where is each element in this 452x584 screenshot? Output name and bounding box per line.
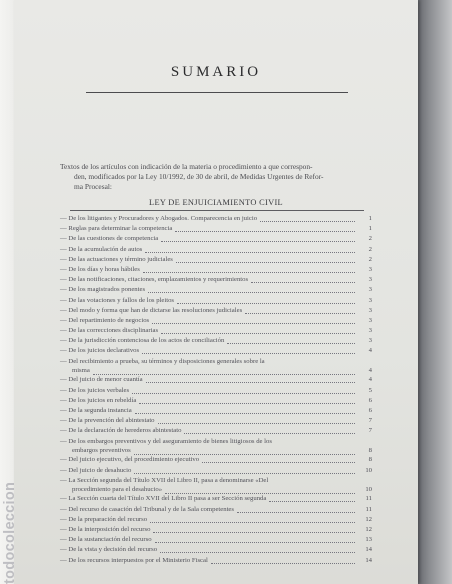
toc-entry-page: 8 (368, 446, 372, 454)
toc-entry-text: — De la acumulación de autos (60, 245, 143, 253)
toc-entry-text: procedimiento para el desahucio» (72, 485, 163, 493)
toc-entry (60, 556, 372, 566)
toc-entry (60, 336, 372, 346)
toc-entry-page: 6 (368, 406, 372, 414)
toc-entry-text: — De los recursos interpuestos por el Ministerio Fiscal (60, 556, 208, 564)
toc-entry-text: — De los juicios en rebeldía (60, 396, 137, 404)
toc-entry-text: misma (72, 366, 90, 374)
toc-entry (60, 245, 372, 255)
toc-entry-text: — De los litigantes y Procuradores y Abogados. Comparecencia en juicio (60, 215, 258, 222)
intro-line: den, modificados por la Ley 10/1992, de 30 de abril, de Medidas Urgentes de Refor- (74, 172, 324, 181)
toc-entry-page: 1 (368, 215, 372, 222)
toc-entry-page: 3 (368, 296, 372, 304)
toc-entry-page: 14 (365, 556, 372, 564)
table-of-contents (60, 214, 372, 566)
toc-entry-text: — De las votaciones y fallos de los pleitos (60, 296, 175, 304)
toc-entry-page: 14 (365, 546, 372, 554)
toc-entry-text: — De la segunda instancia (60, 406, 132, 414)
dot-leader (143, 272, 355, 273)
watermark-text: todocoleccion (2, 481, 18, 584)
dot-leader (148, 292, 355, 293)
toc-entry-page: 7 (368, 427, 372, 435)
toc-entry-page: 4 (368, 376, 372, 384)
toc-entry (60, 396, 372, 406)
photo-background-right (414, 0, 452, 584)
toc-entry (60, 296, 372, 306)
dot-leader (227, 343, 355, 344)
toc-entry (60, 455, 372, 465)
dot-leader (161, 333, 355, 334)
toc-entry-text: — De los juicios declarativos (60, 347, 140, 355)
dot-leader (134, 473, 355, 474)
toc-entry-page: 6 (368, 396, 372, 404)
toc-entry-page: 3 (368, 276, 372, 284)
toc-entry-text: — Del juicio de menor cuantía (60, 376, 143, 384)
toc-entry (60, 535, 372, 545)
toc-entry-text: — De la interposición del recurso (60, 526, 151, 534)
dot-leader (161, 241, 355, 242)
toc-entry (60, 255, 372, 265)
toc-entry-text: — Del modo y forma que han de dictarse las resoluciones judiciales (60, 306, 243, 314)
title-rule (86, 92, 348, 93)
toc-entry-page: 11 (365, 505, 372, 513)
dot-leader (177, 303, 355, 304)
toc-entry (60, 386, 372, 396)
toc-entry-page: 3 (368, 265, 372, 273)
law-title: LEY DE ENJUICIAMIENTO CIVIL (149, 198, 283, 207)
toc-entry-text: — Del recurso de casación del Tribunal y de la Sala competentes (60, 505, 235, 513)
toc-entry-text: — De las cuestiones de competencia (60, 235, 159, 243)
toc-entry (60, 285, 372, 295)
toc-entry-text: — Del juicio ejecutivo, del procedimiento ejecutivo (60, 456, 200, 464)
toc-entry-text: — La Sección segunda del Título XVII del Libro II, pasa a denominarse «Del (60, 476, 269, 484)
dot-leader (135, 413, 355, 414)
toc-entry-page: 11 (365, 495, 372, 503)
toc-entry-text: — De la preparación del recurso (60, 515, 148, 523)
toc-entry (60, 494, 372, 504)
dot-leader (251, 282, 355, 283)
toc-entry (60, 357, 372, 367)
toc-entry (60, 234, 372, 244)
toc-entry (60, 545, 372, 555)
toc-entry-text: — De la prevención del abintestato (60, 417, 155, 425)
dot-leader (155, 542, 355, 543)
dot-leader (150, 522, 355, 523)
toc-entry (60, 505, 372, 515)
toc-entry-page: 10 (365, 485, 372, 493)
toc-entry-page: 2 (368, 245, 372, 253)
toc-entry-text: — De la vista y decisión del recurso (60, 546, 158, 554)
toc-entry (60, 466, 372, 476)
dot-leader (132, 393, 355, 394)
dot-leader (269, 501, 355, 502)
toc-entry (60, 375, 372, 385)
page-title: SUMARIO (170, 64, 262, 80)
intro-line: ma Procesal: (74, 182, 112, 191)
toc-entry (60, 346, 372, 356)
toc-entry (60, 224, 372, 234)
toc-entry (60, 275, 372, 285)
dot-leader (175, 231, 355, 232)
toc-entry-page: 4 (368, 366, 372, 374)
toc-entry-page: 3 (368, 306, 372, 314)
toc-entry (60, 476, 372, 486)
toc-entry-page: 5 (368, 386, 372, 394)
toc-entry (60, 447, 372, 456)
toc-entry-page: 2 (368, 235, 372, 243)
toc-entry-page: 13 (365, 536, 372, 544)
toc-entry-page: 3 (368, 337, 372, 345)
intro-paragraph (60, 162, 372, 192)
toc-entry-page: 3 (368, 286, 372, 294)
toc-entry (60, 525, 372, 535)
toc-entry-text: — Del juicio de desahucio (60, 466, 132, 474)
document-page (14, 0, 418, 584)
dot-leader (153, 532, 355, 533)
dot-leader (158, 423, 355, 424)
dot-leader (184, 433, 355, 434)
toc-entry (60, 426, 372, 436)
toc-entry-text: — De la jurisdicción contenciosa de los actos de conciliación (60, 337, 225, 345)
dot-leader (160, 552, 355, 553)
dot-leader (202, 462, 355, 463)
dot-leader (176, 262, 355, 263)
toc-entry-page: 10 (365, 466, 372, 474)
toc-entry-page: 12 (365, 515, 372, 523)
toc-entry-text: — De los juicios verbales (60, 386, 130, 394)
toc-entry-page: 1 (368, 225, 372, 233)
toc-entry-page: 4 (368, 347, 372, 355)
toc-entry-text: — La Sección cuarta del Título XVII del Libro II pasa a ser Sección segunda (60, 495, 267, 503)
dot-leader (211, 563, 355, 564)
toc-entry-page: 3 (368, 327, 372, 335)
toc-entry (60, 214, 372, 224)
toc-entry-page: 3 (368, 316, 372, 324)
toc-entry-text: — Del repartimiento de negocios (60, 316, 150, 324)
dot-leader (237, 512, 355, 513)
toc-entry (60, 406, 372, 416)
toc-entry (60, 367, 372, 376)
toc-entry (60, 326, 372, 336)
toc-entry-text: — De la sustanciación del recurso (60, 536, 152, 544)
watermark (2, 454, 22, 584)
toc-entry-page: 12 (365, 526, 372, 534)
toc-entry (60, 316, 372, 326)
toc-entry (60, 265, 372, 275)
law-title-rule (70, 210, 364, 211)
dot-leader (152, 323, 355, 324)
toc-entry-text: — De la declaración de herederos abintestato (60, 427, 182, 435)
dot-leader (139, 403, 355, 404)
toc-entry-text: — De las notificaciones, citaciones, emplazamientos y requerimientos (60, 276, 249, 284)
dot-leader (145, 252, 355, 253)
toc-entry-text: — De los embargos preventivos y del aseguramiento de bienes litigiosos de los (60, 437, 272, 445)
dot-leader (142, 353, 355, 354)
dot-leader (245, 313, 355, 314)
dot-leader (260, 221, 355, 222)
toc-entry-text: embargos preventivos (72, 446, 131, 454)
toc-entry (60, 306, 372, 316)
toc-entry-text: — Reglas para determinar la competencia (60, 225, 173, 233)
intro-line: Textos de los artículos con indicación de la materia o procedimiento a que correspon- (60, 162, 313, 171)
toc-entry (60, 515, 372, 525)
toc-entry-page: 8 (368, 456, 372, 464)
toc-entry-text: — De los días y horas hábiles (60, 265, 140, 273)
toc-entry (60, 437, 372, 447)
toc-entry-page: 7 (368, 417, 372, 425)
toc-entry-text: — De las correcciones disciplinarias (60, 327, 159, 335)
toc-entry-page: 2 (368, 255, 372, 263)
toc-entry-text: — Del recibimiento a prueba, su términos y disposiciones generales sobre la (60, 357, 265, 365)
dot-leader (146, 382, 355, 383)
toc-entry (60, 416, 372, 426)
toc-entry (60, 486, 372, 495)
toc-entry-text: — De los magistrados ponentes (60, 286, 146, 294)
toc-entry-text: — De las actuaciones y término judiciales (60, 255, 173, 263)
